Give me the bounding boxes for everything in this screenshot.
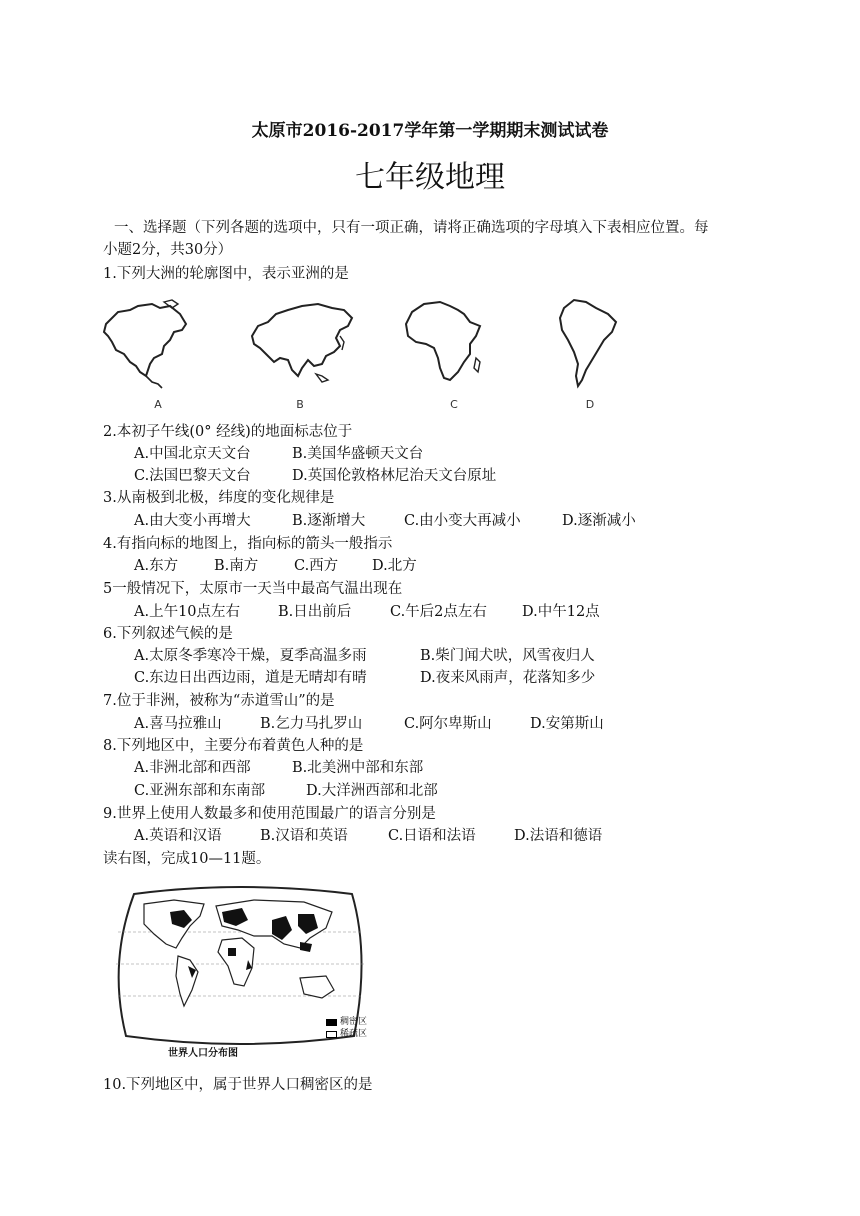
question-stem: 9.世界上使用人数最多和使用范围最广的语言分别是 xyxy=(103,806,436,822)
option-a: A.英语和汉语 xyxy=(134,828,222,844)
option-a: A.中国北京天文台 xyxy=(134,446,251,462)
continent-outline-c xyxy=(400,296,496,411)
question-stem: 8.下列地区中，主要分布着黄色人种的是 xyxy=(103,738,364,754)
figure-label-d: D xyxy=(585,398,595,411)
option-d: D.法语和德语 xyxy=(514,828,603,844)
continent-outline-a xyxy=(100,296,196,411)
option-c: C.阿尔卑斯山 xyxy=(404,716,492,732)
figure-label-b: B xyxy=(296,398,304,411)
option-a: A.上午10点左右 xyxy=(134,604,241,620)
dense-swatch-icon xyxy=(326,1019,337,1026)
option-b: B.乞力马扎罗山 xyxy=(260,716,363,732)
option-a: A.东方 xyxy=(134,558,179,574)
answer-options xyxy=(134,444,423,464)
option-b: B.北美洲中部和东部 xyxy=(292,760,424,776)
option-a: A.太原冬季寒冷干燥，夏季高温多雨 xyxy=(134,648,367,664)
option-d: D.中午12点 xyxy=(522,604,600,620)
answer-options xyxy=(134,646,595,666)
question-stem: 5一般情况下，太原市一天当中最高气温出现在 xyxy=(103,581,403,597)
answer-options xyxy=(134,466,496,486)
option-c: C.东边日出西边雨，道是无晴却有晴 xyxy=(134,670,367,686)
map-legend xyxy=(326,1016,367,1040)
option-c: C.午后2点左右 xyxy=(390,604,487,620)
continent-outline-b xyxy=(248,296,358,411)
option-c: C.由小变大再减小 xyxy=(404,513,521,529)
option-b: B.美国华盛顿天文台 xyxy=(292,446,424,462)
option-a: A.喜马拉雅山 xyxy=(134,716,222,732)
option-d: D.夜来风雨声，花落知多少 xyxy=(420,670,596,686)
option-c: C.法国巴黎天文台 xyxy=(134,468,251,484)
question-stem: 6.下列叙述气候的是 xyxy=(103,626,233,642)
read-map-prompt: 读右图，完成10—11题。 xyxy=(103,851,271,867)
option-d: D.大洋洲西部和北部 xyxy=(306,783,438,799)
sparse-swatch-icon xyxy=(326,1031,337,1038)
answer-options xyxy=(134,668,595,688)
figure-label-a: A xyxy=(154,398,162,411)
question-stem: 1.下列大洲的轮廓图中，表示亚洲的是 xyxy=(103,266,349,282)
figure-label-c: C xyxy=(450,398,458,411)
continent-outlines xyxy=(100,296,660,414)
exam-title: 太原市2016-2017学年第一学期期末测试试卷 xyxy=(251,121,609,141)
legend-dense-label: 稠密区 xyxy=(340,1017,368,1027)
legend-row-dense xyxy=(326,1016,367,1028)
option-d: D.北方 xyxy=(372,558,417,574)
question-stem: 4.有指向标的地图上，指向标的箭头一般指示 xyxy=(103,536,393,552)
question-stem: 7.位于非洲，被称为“赤道雪山”的是 xyxy=(103,693,335,709)
continent-outline-d xyxy=(554,296,634,411)
legend-row-sparse xyxy=(326,1028,367,1040)
option-a: A.由大变小再增大 xyxy=(134,513,251,529)
option-a: A.非洲北部和西部 xyxy=(134,760,251,776)
answer-options xyxy=(134,714,604,734)
world-population-map xyxy=(104,886,376,1062)
question-stem: 10.下列地区中，属于世界人口稠密区的是 xyxy=(103,1077,373,1093)
question-stem: 2.本初子午线(0° 经线)的地面标志位于 xyxy=(103,424,353,440)
section-instruction-line2: 小题2分，共30分） xyxy=(103,242,233,258)
option-b: B.汉语和英语 xyxy=(260,828,348,844)
option-d: D.安第斯山 xyxy=(530,716,604,732)
answer-options xyxy=(134,511,636,531)
option-b: B.日出前后 xyxy=(278,604,352,620)
answer-options xyxy=(134,758,423,778)
option-d: D.逐渐减小 xyxy=(562,513,636,529)
option-b: B.柴门闻犬吠，风雪夜归人 xyxy=(420,648,595,664)
option-c: C.亚洲东部和东南部 xyxy=(134,783,266,799)
section-instruction-line1: 一、选择题（下列各题的选项中，只有一项正确，请将正确选项的字母填入下表相应位置。每 xyxy=(114,220,709,236)
option-b: B.南方 xyxy=(214,558,259,574)
option-c: C.日语和法语 xyxy=(388,828,476,844)
answer-options xyxy=(134,781,438,801)
map-caption: 世界人口分布图 xyxy=(168,1048,238,1059)
question-stem: 3.从南极到北极，纬度的变化规律是 xyxy=(103,490,335,506)
answer-options xyxy=(134,602,600,622)
option-d: D.英国伦敦格林尼治天文台原址 xyxy=(292,468,497,484)
legend-sparse-label: 稀疏区 xyxy=(340,1029,368,1039)
option-c: C.西方 xyxy=(294,558,339,574)
exam-subtitle: 七年级地理 xyxy=(355,160,505,195)
answer-options xyxy=(134,556,417,576)
option-b: B.逐渐增大 xyxy=(292,513,366,529)
answer-options xyxy=(134,826,602,846)
